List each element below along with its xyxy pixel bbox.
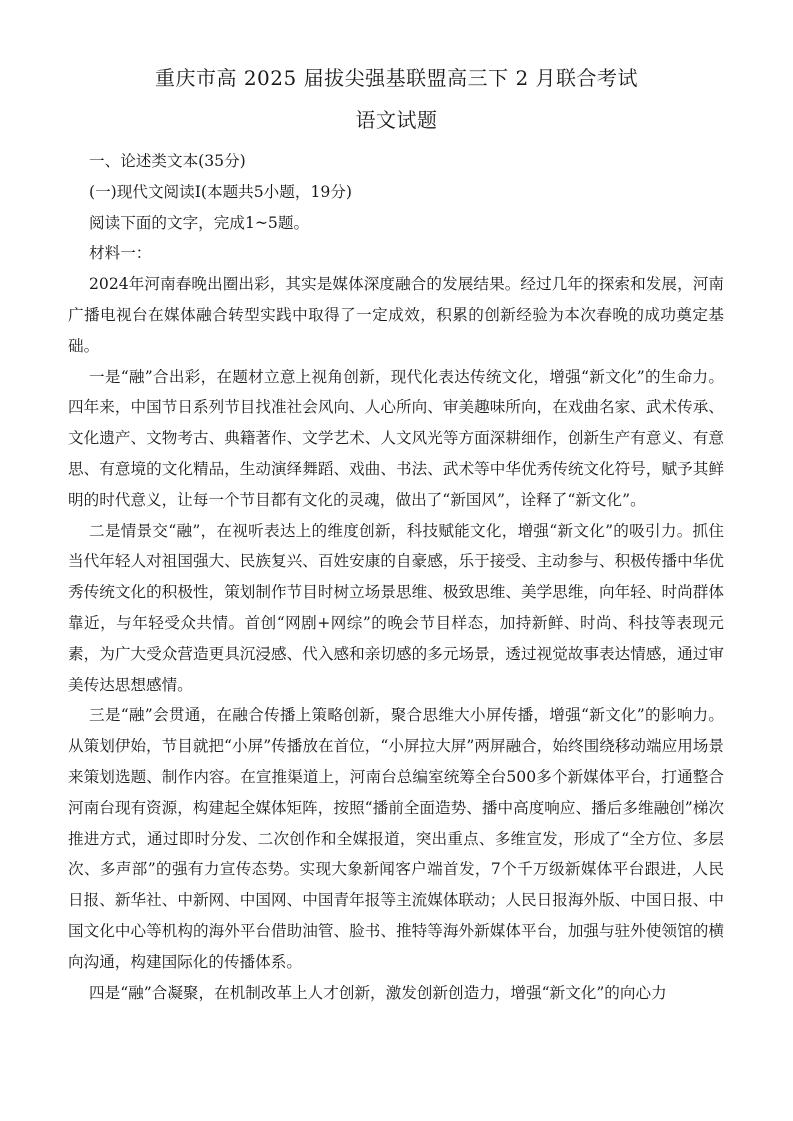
body-paragraph: 二是情景交“融”，在视听表达上的维度创新，科技赋能文化，增强“新文化”的吸引力。抓住当代年轻人对祖国强大、民族复兴、百姓安康的自豪感，乐于接受、主动参与、积极传播中华优秀传统文化的积极性，策划制作节目时树立场景思维、极致思维、美学思维，向年轻、时尚群体靠近，与年轻受众共情。首创“网剧+网综”的晚会节目样态，加持新鲜、时尚、科技等表现元素，为广大受众营造更具沉浸感、代入感和亲切感的多元场景，透过视觉故事表达情感，通过审美传达思想感情。 [68,521,724,694]
body-paragraph: 一是“融”合出彩，在题材立意上视角创新，现代化表达传统文化，增强“新文化”的生命力。四年来，中国节日系列节目找准社会风向、人心所向、审美趣味所向，在戏曲名家、武术传承、文化遗产、文物考古、典籍著作、文学艺术、人文风光等方面深耕细作，创新生产有意义、有意思、有意境的文化精品，生动演绎舞蹈、戏曲、书法、武术等中华优秀传统文化符号，赋予其鲜明的时代意义，让每一个节目都有文化的灵魂，做出了“新国风”，诠释了“新文化”。 [68,367,724,509]
body-paragraph: 三是“融”会贯通，在融合传播上策略创新，聚合思维大小屏传播，增强“新文化”的影响力。从策划伊始，节目就把“小屏”传播放在首位，“小屏拉大屏”两屏融合，始终围绕移动端应用场景来策划选题、制作内容。在宣推渠道上，河南台总编室统筹全台500多个新媒体平台，打通整合河南台现有资源，构建起全媒体矩阵，按照“播前全面造势、播中高度响应、播后多维融创”梯次推进方式，通过即时分发、二次创作和全媒报道，突出重点、多维宣发，形成了“全方位、多层次、多声部”的强有力宣传态势。实现大象新闻客户端首发，7个千万级新媒体平台跟进，人民日报、新华社、中新网、中国网、中国青年报等主流媒体联动；人民日报海外版、中国日报、中国文化中心等机构的海外平台借助油管、脸书、推特等海外新媒体平台，加强与驻外使领馆的横向沟通，构建国际化的传播体系。 [68,706,724,971]
subsection-heading: (一)现代文阅读Ⅰ(本题共5小题，19分) [89,182,352,201]
body-paragraph: 2024年河南春晚出圈出彩，其实是媒体深度融合的发展结果。经过几年的探索和发展，河南广播电视台在媒体融合转型实践中取得了一定成效，积累的创新经验为本次春晚的成功奠定基础。 [68,275,724,355]
material-label: 材料一： [89,244,152,263]
exam-title: 重庆市高 2025 届拔尖强基联盟高三下 2 月联合考试 [154,66,639,90]
reading-instruction: 阅读下面的文字，完成1~5题。 [89,213,310,232]
exam-body [68,146,724,1008]
section-heading: 一、论述类文本(35分) [89,152,246,170]
exam-subtitle: 语文试题 [355,108,438,132]
body-paragraph: 四是“融”合凝聚，在机制改革上人才创新，激发创新创造力，增强“新文化”的向心力 [89,983,667,1002]
